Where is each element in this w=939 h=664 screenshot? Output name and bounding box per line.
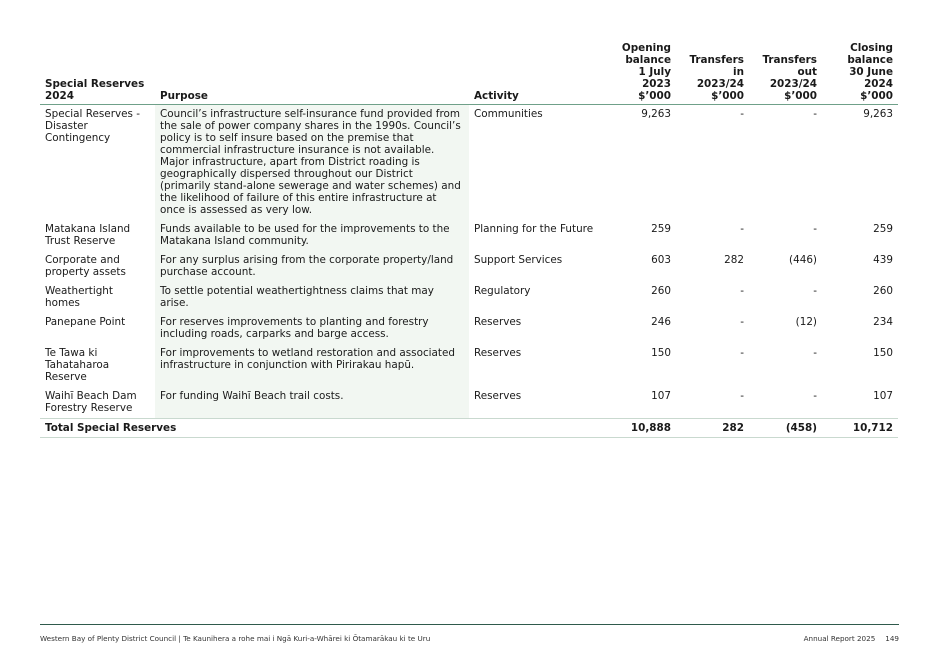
table-row (40, 105, 898, 221)
table-row (40, 282, 898, 313)
transfers-in: - (740, 390, 744, 402)
transfers-in: 282 (724, 254, 744, 266)
reserve-activity: Planning for the Future (474, 223, 594, 235)
header-activity: Activity (469, 40, 603, 105)
transfers-out: - (813, 108, 817, 120)
transfers-in: - (740, 285, 744, 297)
footer-report-info (804, 634, 899, 643)
transfers-out: - (813, 347, 817, 359)
page-number: 149 (885, 634, 899, 643)
reserve-name: Special Reserves - Disaster Contingency (45, 108, 140, 144)
reserve-purpose: Funds available to be used for the improvements to the Matakana Island community. (155, 220, 469, 251)
footer-council-name: Western Bay of Plenty District Council | Te Kaunihera a rohe mai i Ngā Kuri-a-Whārei ki Ōtamarākau ki te Uru (40, 634, 431, 643)
transfers-out: - (813, 223, 817, 235)
reserve-activity: Regulatory (474, 285, 531, 297)
header-opening-balance: Opening balance 1 July 2023 $’000 (603, 40, 676, 105)
reserve-purpose: For improvements to wetland restoration and associated infrastructure in conjunction with Pirirakau hapū. (155, 344, 469, 387)
header-transfers-out: Transfers out 2023/24 $’000 (749, 40, 822, 105)
opening-balance: 603 (651, 254, 671, 266)
reserve-name: Panepane Point (45, 316, 126, 328)
transfers-in: - (740, 108, 744, 120)
transfers-out: - (813, 390, 817, 402)
reserve-purpose: For reserves improvements to planting and forestry including roads, carparks and barge access. (155, 313, 469, 344)
special-reserves-table (40, 40, 898, 438)
transfers-out: (12) (795, 316, 817, 328)
reserve-purpose: Council’s infrastructure self-insurance fund provided from the sale of power company shares in the 1990s. Council’s policy is to self insure based on the premise that commercial infrastructure insurance is not available. Major infrastructure, apart from District roading is geographically dispersed throughout our District (primarily stand-alone sewerage and water schemes) and the likelihood of failure of this entire infrastructure at once is assessed as very low. (155, 105, 469, 221)
header-closing-balance: Closing balance 30 June 2024 $’000 (822, 40, 898, 105)
reserve-activity: Reserves (474, 316, 522, 328)
total-label: Total Special Reserves (40, 419, 603, 438)
table-row (40, 220, 898, 251)
closing-balance: 107 (873, 390, 893, 402)
header-transfers-in: Transfers in 2023/24 $’000 (676, 40, 749, 105)
table-row (40, 387, 898, 419)
reserve-purpose: For any surplus arising from the corporate property/land purchase account. (155, 251, 469, 282)
reserve-name: Corporate and property assets (45, 254, 126, 278)
opening-balance: 246 (651, 316, 671, 328)
transfers-in: - (740, 223, 744, 235)
reserve-name: Weathertight homes (45, 285, 113, 309)
footer-report-title: Annual Report 2025 (803, 634, 876, 643)
closing-balance: 259 (873, 223, 893, 235)
reserve-activity: Support Services (474, 254, 563, 266)
transfers-out: - (813, 285, 817, 297)
closing-balance: 234 (873, 316, 893, 328)
total-transfers-in: 282 (676, 419, 749, 438)
opening-balance: 260 (651, 285, 671, 297)
opening-balance: 259 (651, 223, 671, 235)
reserve-name: Matakana Island Trust Reserve (45, 223, 131, 247)
total-opening-balance: 10,888 (603, 419, 676, 438)
reserve-activity: Reserves (474, 390, 522, 402)
opening-balance: 107 (651, 390, 671, 402)
table-row (40, 251, 898, 282)
table-row (40, 344, 898, 387)
table-header-row (40, 40, 898, 105)
reserve-purpose: To settle potential weathertightness claims that may arise. (155, 282, 469, 313)
transfers-in: - (740, 316, 744, 328)
opening-balance: 150 (651, 347, 671, 359)
closing-balance: 260 (873, 285, 893, 297)
header-purpose: Purpose (155, 40, 469, 105)
opening-balance: 9,263 (641, 108, 671, 120)
reserve-activity: Reserves (474, 347, 522, 359)
reserve-name: Te Tawa ki Tahataharoa Reserve (45, 347, 110, 383)
reserve-name: Waihī Beach Dam Forestry Reserve (45, 390, 137, 414)
closing-balance: 9,263 (863, 108, 893, 120)
footer-divider (40, 624, 899, 625)
table-row (40, 313, 898, 344)
closing-balance: 439 (873, 254, 893, 266)
header-special-reserves: Special Reserves 2024 (40, 40, 155, 105)
total-transfers-out: (458) (749, 419, 822, 438)
reserve-activity: Communities (474, 108, 543, 120)
total-closing-balance: 10,712 (822, 419, 898, 438)
total-row (40, 419, 898, 438)
transfers-in: - (740, 347, 744, 359)
transfers-out: (446) (789, 254, 817, 266)
reserve-purpose: For funding Waihī Beach trail costs. (155, 387, 469, 419)
closing-balance: 150 (873, 347, 893, 359)
